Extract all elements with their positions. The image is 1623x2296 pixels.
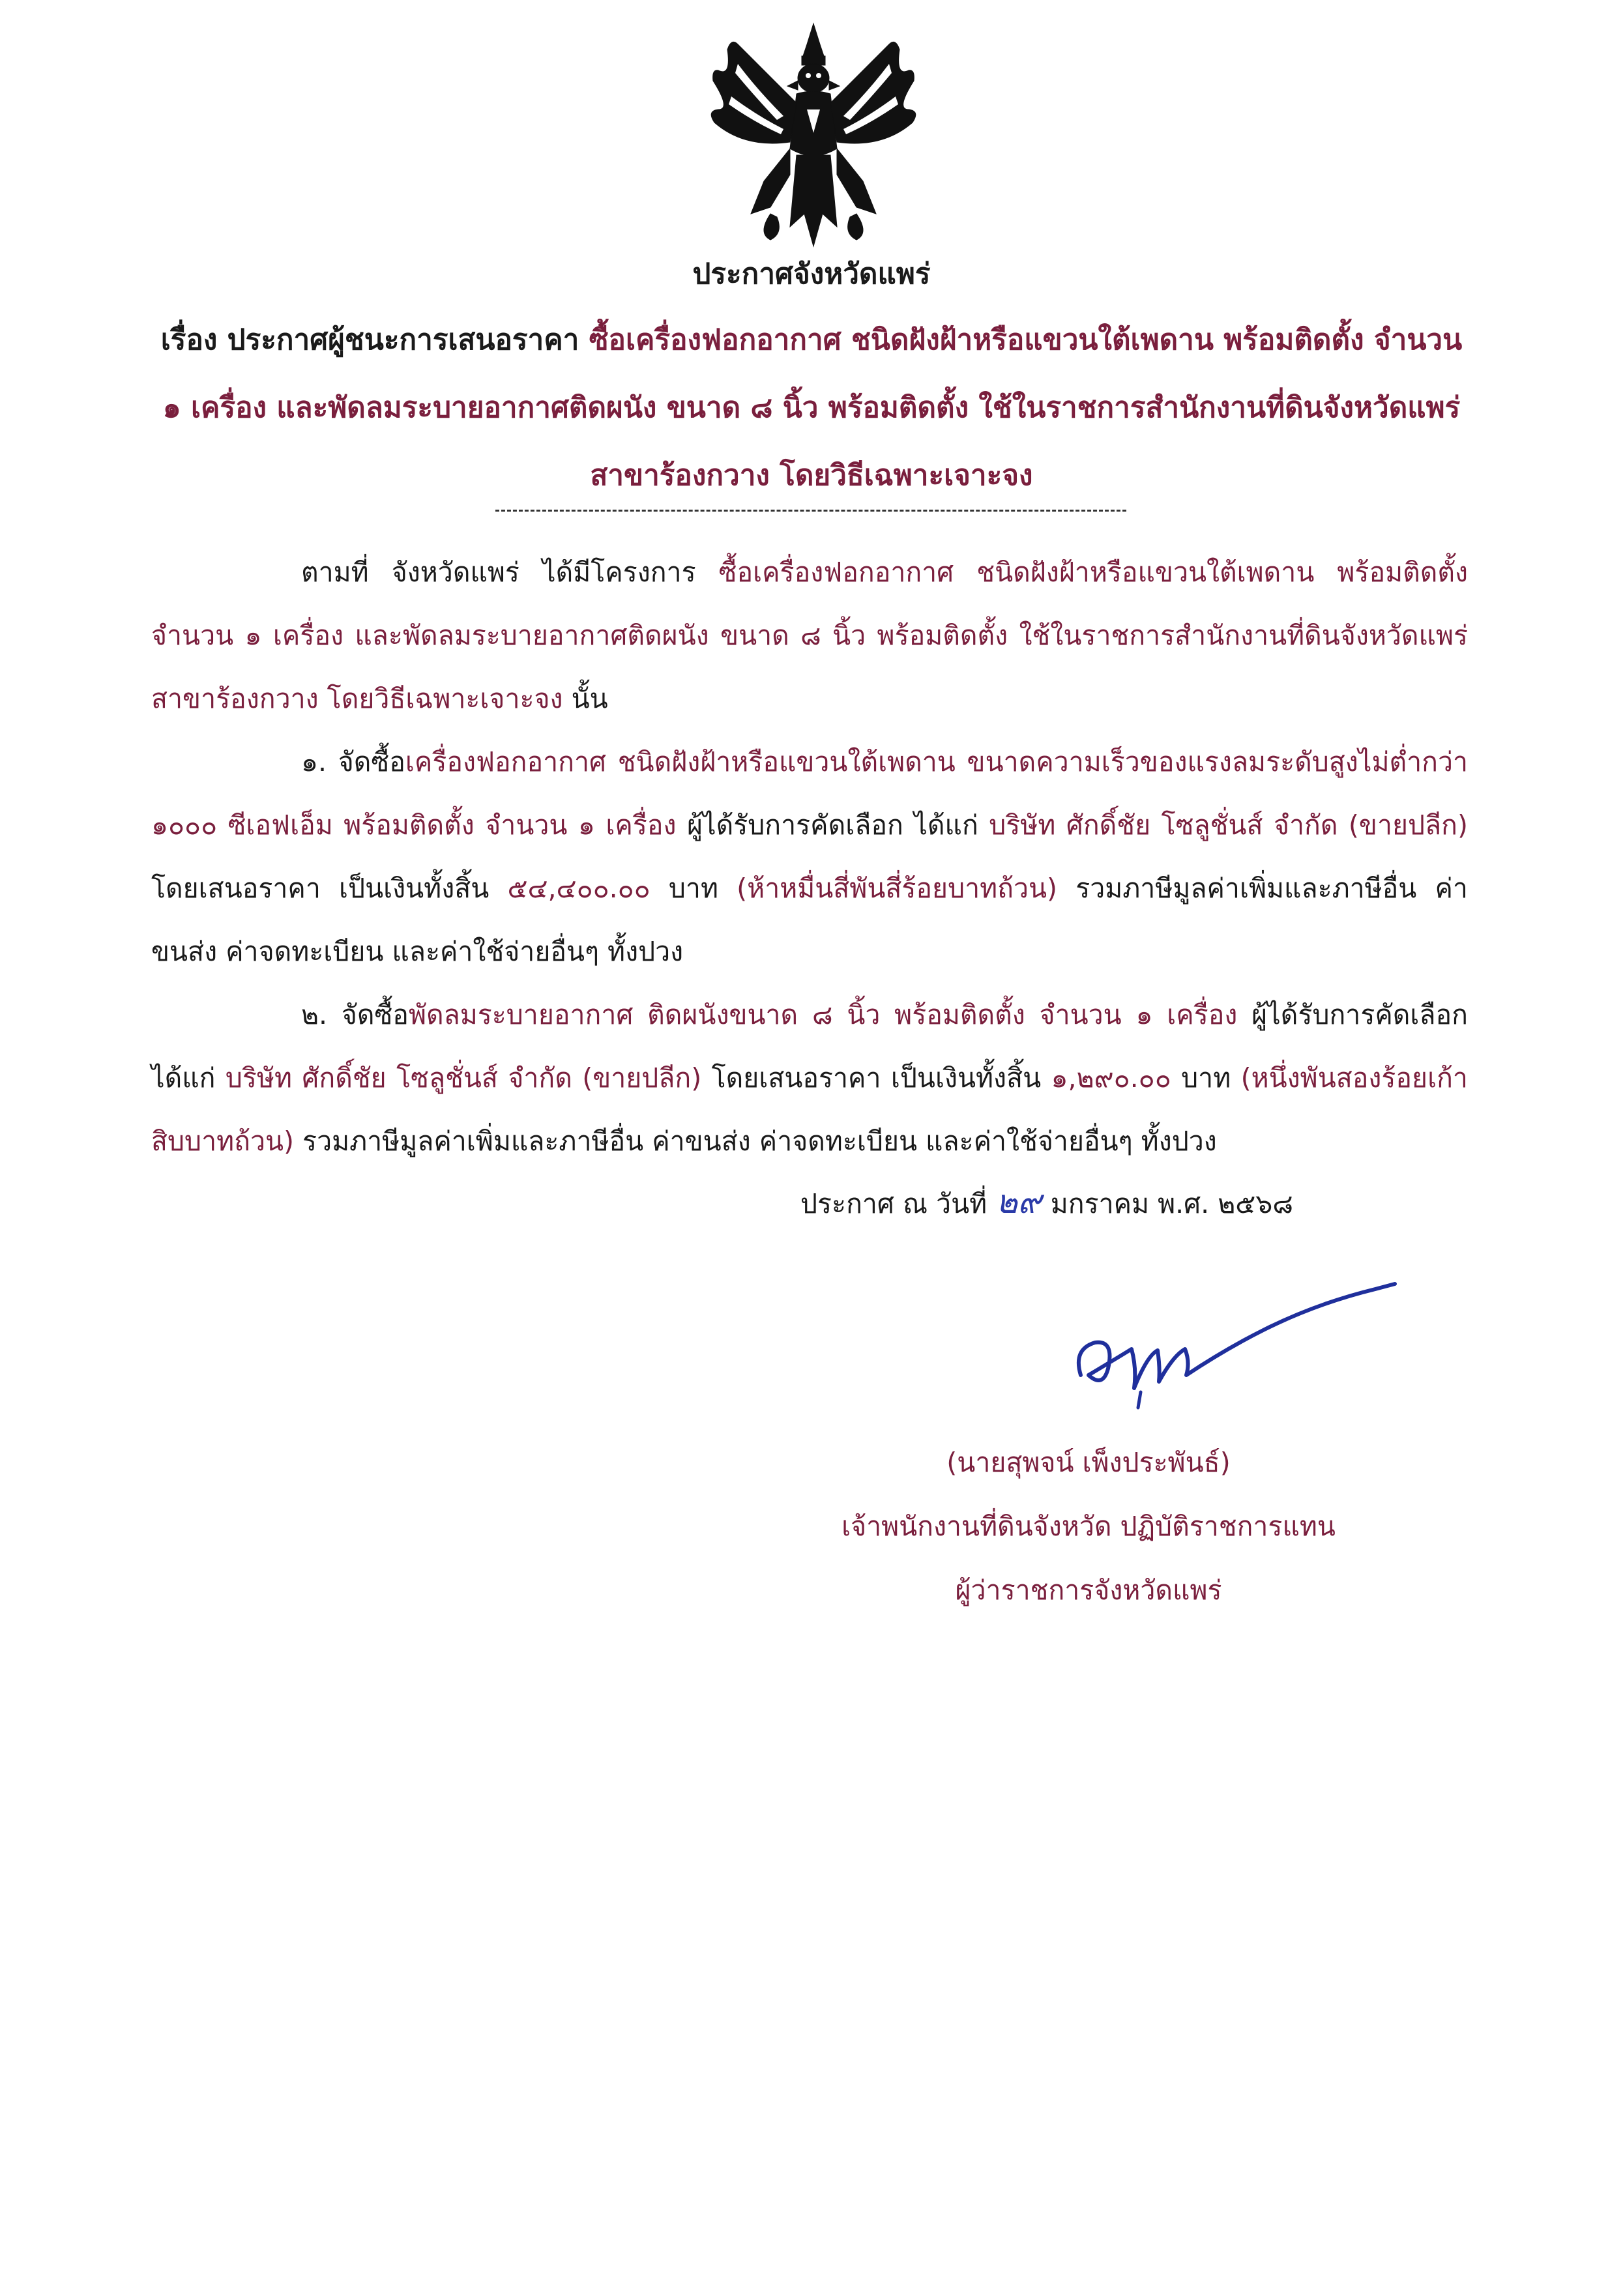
- item-2-price-lead: โดยเสนอราคา เป็นเงินทั้งสิ้น: [711, 1062, 1042, 1094]
- item-1-price: ๕๔,๔๐๐.๐๐: [507, 873, 651, 904]
- item-1-product: เครื่องฟอกอากาศ ชนิดฝังฝ้าหรือแขวนใต้เพดาน ขนาดความเร็วของแรงลมระดับสูงไม่ต่ำกว่า ๑๐๐๐ ซีเอฟเอ็ม พร้อมติดตั้ง จำนวน ๑ เครื่อง: [151, 746, 1468, 841]
- item-1-price-words: (ห้าหมื่นสี่พันสี่ร้อยบาทถ้วน): [737, 873, 1058, 904]
- item-2-winner: บริษัท ศักดิ์ชัย โซลูชั่นส์ จำกัด (ขายปลีก): [225, 1062, 702, 1094]
- item-2-tail: รวมภาษีมูลค่าเพิ่มและภาษีอื่น ค่าขนส่ง ค่าจดทะเบียน และค่าใช้จ่ายอื่นๆ ทั้งปวง: [302, 1126, 1217, 1157]
- intro-lead: ตามที่ จังหวัดแพร่ ได้มีโครงการ: [301, 557, 696, 588]
- item-1-baht: บาท: [668, 873, 718, 904]
- item-2-baht: บาท: [1181, 1062, 1231, 1094]
- garuda-emblem-icon: [692, 18, 935, 261]
- announcement-body: [151, 541, 1468, 1173]
- item-2-paragraph: [151, 983, 1468, 1173]
- intro-paragraph: [151, 541, 1468, 731]
- signatory-office: ผู้ว่าราชการจังหวัดแพร่: [955, 1575, 1222, 1606]
- announcement-date: [800, 1176, 1293, 1228]
- subject-line-1: [156, 306, 1467, 374]
- item-2-winner-lead: ผู้ได้รับการคัดเลือก ได้แก่: [151, 999, 1468, 1094]
- item-2-lead: ๒. จัดซื้อ: [301, 999, 409, 1030]
- item-1-price-lead: โดยเสนอราคา เป็นเงินทั้งสิ้น: [151, 873, 490, 904]
- dashed-divider: [495, 510, 1126, 512]
- signatory-name: (นายสุพจน์ เพ็งประพันธ์): [946, 1447, 1231, 1478]
- date-lead: ประกาศ ณ วันที่: [800, 1188, 987, 1219]
- announcement-subject: [156, 306, 1467, 510]
- signature-block: [821, 1431, 1356, 1622]
- date-month-year: มกราคม พ.ศ. ๒๕๖๘: [1050, 1188, 1293, 1219]
- item-2-price: ๑,๒๙๐.๐๐: [1051, 1062, 1171, 1094]
- item-1-winner-lead: ผู้ได้รับการคัดเลือก ได้แก่: [686, 809, 978, 841]
- signature-icon: [1069, 1277, 1408, 1414]
- item-1-winner: บริษัท ศักดิ์ชัย โซลูชั่นส์ จำกัด (ขายปลีก): [989, 809, 1468, 841]
- item-1-lead: ๑. จัดซื้อ: [301, 746, 405, 777]
- item-1-tail: รวมภาษีมูลค่าเพิ่มและภาษีอื่น ค่าขนส่ง ค่าจดทะเบียน และค่าใช้จ่ายอื่นๆ ทั้งปวง: [151, 873, 1468, 967]
- date-day-handwritten: ๒๙: [996, 1183, 1042, 1221]
- item-2-price-words: (หนึ่งพันสองร้อยเก้าสิบบาทถ้วน): [151, 1062, 1468, 1157]
- item-2-product: พัดลมระบายอากาศ ติดผนังขนาด ๘ นิ้ว พร้อมติดตั้ง จำนวน ๑ เครื่อง: [408, 999, 1238, 1030]
- announcement-title: ประกาศจังหวัดแพร่: [692, 257, 931, 291]
- subject-prefix: เรื่อง ประกาศผู้ชนะการเสนอราคา: [160, 323, 579, 356]
- subject-line-2: ๑ เครื่อง และพัดลมระบายอากาศติดผนัง ขนาด ๘ นิ้ว พร้อมติดตั้ง ใช้ในราชการสำนักงานที่ดินจังหวัดแพร่: [162, 391, 1461, 424]
- intro-project: ซื้อเครื่องฟอกอากาศ ชนิดฝังฝ้าหรือแขวนใต้เพดาน พร้อมติดตั้ง จำนวน ๑ เครื่อง และพัดลมระบายอากาศติดผนัง ขนาด ๘ นิ้ว พร้อมติดตั้ง ใช้ในราชการสำนักงานที่ดินจังหวัดแพร่ สาขาร้องกวาง โดยวิธีเฉพาะเจาะจง: [151, 557, 1468, 714]
- item-1-paragraph: [151, 731, 1468, 983]
- intro-end: นั้น: [571, 683, 608, 714]
- subject-project-part-1: ซื้อเครื่องฟอกอากาศ ชนิดฝังฝ้าหรือแขวนใต้เพดาน พร้อมติดตั้ง จำนวน: [589, 323, 1463, 356]
- signatory-position: เจ้าพนักงานที่ดินจังหวัด ปฏิบัติราชการแทน: [841, 1511, 1336, 1542]
- subject-line-3: สาขาร้องกวาง โดยวิธีเฉพาะเจาะจง: [590, 459, 1033, 492]
